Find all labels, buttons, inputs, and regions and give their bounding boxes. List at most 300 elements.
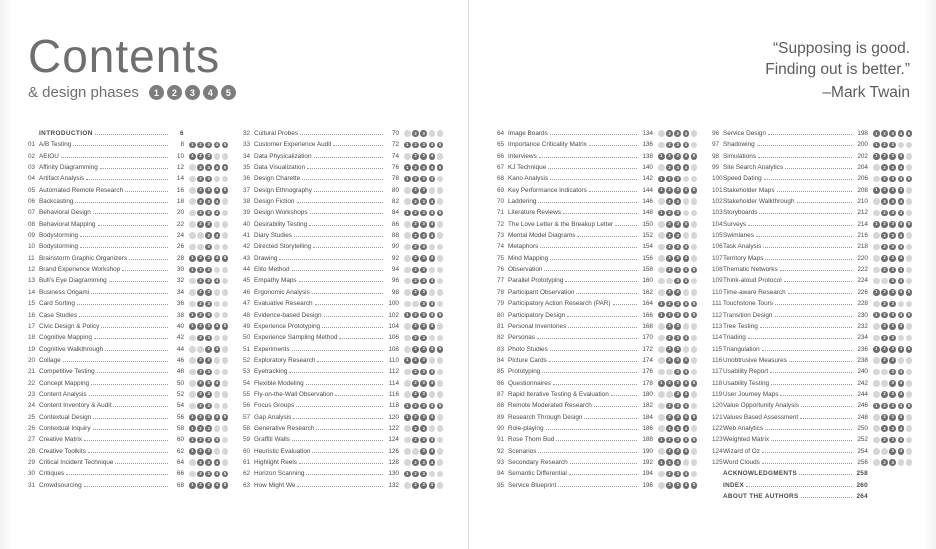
leader-dots xyxy=(558,485,636,487)
toc-entry[interactable] xyxy=(712,378,920,389)
toc-entry[interactable] xyxy=(28,412,236,423)
phase-dot-2: 2 xyxy=(412,425,419,432)
toc-entry[interactable] xyxy=(243,446,451,457)
toc-page-number: 16 xyxy=(176,186,184,194)
phase-dot-5: 5 xyxy=(437,335,444,342)
toc-entry[interactable] xyxy=(497,446,705,457)
toc-entry[interactable] xyxy=(712,219,920,230)
phase-dot-2: 2 xyxy=(881,187,888,194)
phase-dot-5: 5 xyxy=(906,425,913,432)
phase-indicator xyxy=(404,198,451,205)
phase-dot-1: 1 xyxy=(658,403,665,410)
toc-entry-number: 42 xyxy=(243,243,251,251)
toc-entry[interactable] xyxy=(497,173,705,184)
phase-dot-3: 3 xyxy=(205,278,212,285)
toc-page-number: 156 xyxy=(642,254,653,262)
toc-entry[interactable] xyxy=(497,366,705,377)
toc-page-number: 18 xyxy=(176,198,184,206)
toc-entry-label: Swimlanes xyxy=(723,232,754,240)
phase-dot-3: 3 xyxy=(674,176,681,183)
phase-dot-3: 3 xyxy=(420,142,427,149)
phase-indicator xyxy=(873,153,920,160)
toc-entry[interactable] xyxy=(497,468,705,479)
toc-entry[interactable] xyxy=(712,412,920,423)
toc-entry[interactable] xyxy=(497,457,705,468)
toc-entry[interactable] xyxy=(243,400,451,411)
toc-entry-label: Exploratory Research xyxy=(254,356,316,364)
toc-entry[interactable] xyxy=(28,366,236,377)
phase-dot-3: 3 xyxy=(674,130,681,137)
toc-entry[interactable] xyxy=(243,457,451,468)
phase-dot-3: 3 xyxy=(205,391,212,398)
toc-entry-number: 45 xyxy=(243,277,251,285)
toc-entry[interactable] xyxy=(28,332,236,343)
phase-indicator xyxy=(189,312,236,319)
toc-entry[interactable] xyxy=(28,173,236,184)
toc-entry[interactable] xyxy=(712,344,920,355)
toc-entry[interactable] xyxy=(497,355,705,366)
phase-dot-1: 1 xyxy=(189,232,196,239)
toc-entry[interactable] xyxy=(712,400,920,411)
toc-entry[interactable] xyxy=(243,389,451,400)
leader-dots xyxy=(297,485,382,487)
toc-entry[interactable] xyxy=(497,434,705,445)
phase-dot-2: 2 xyxy=(412,459,419,466)
toc-entry[interactable] xyxy=(243,253,451,264)
toc-entry[interactable] xyxy=(28,355,236,366)
toc-entry[interactable] xyxy=(28,298,236,309)
toc-page-number: 82 xyxy=(391,198,399,206)
toc-entry-label: Critical Incident Technique xyxy=(39,458,114,466)
toc-entry-label: Cultural Probes xyxy=(254,130,299,137)
phase-dot-4: 4 xyxy=(429,335,436,342)
toc-entry[interactable] xyxy=(28,253,236,264)
toc-entry[interactable] xyxy=(243,264,451,275)
toc-entry[interactable] xyxy=(28,389,236,400)
phase-dot-4: 4 xyxy=(683,403,690,410)
toc-section-heading[interactable] xyxy=(28,128,236,139)
toc-page-number: 238 xyxy=(857,356,868,364)
toc-entry[interactable] xyxy=(28,434,236,445)
leader-dots xyxy=(309,224,382,226)
toc-entry-label: Value Opportunity Analysis xyxy=(723,402,799,410)
toc-entry[interactable] xyxy=(243,434,451,445)
phase-dot-5: 5 xyxy=(906,164,913,171)
phase-dot-4: 4 xyxy=(214,346,221,353)
toc-entry[interactable] xyxy=(497,389,705,400)
toc-entry[interactable] xyxy=(243,310,451,321)
toc-entry[interactable] xyxy=(243,230,451,241)
phase-dot-2: 2 xyxy=(197,459,204,466)
toc-entry[interactable] xyxy=(712,196,920,207)
toc-entry[interactable] xyxy=(497,139,705,150)
toc-entry[interactable] xyxy=(28,344,236,355)
toc-backmatter-entry[interactable] xyxy=(712,480,920,491)
toc-entry[interactable] xyxy=(243,366,451,377)
toc-entry-label: Fly-on-the-Wall Observation xyxy=(254,390,334,398)
toc-entry[interactable] xyxy=(243,185,451,196)
toc-entry-label: Directed Storytelling xyxy=(254,243,312,251)
phase-indicator xyxy=(404,323,451,330)
phase-dot-2: 2 xyxy=(881,164,888,171)
toc-entry[interactable] xyxy=(28,321,236,332)
toc-entry[interactable] xyxy=(712,389,920,400)
toc-entry[interactable] xyxy=(28,162,236,173)
toc-entry[interactable] xyxy=(497,241,705,252)
toc-entry[interactable] xyxy=(243,151,451,162)
toc-page-number: 62 xyxy=(176,447,184,455)
phase-indicator xyxy=(404,255,451,262)
toc-entry-label: Weighted Matrix xyxy=(723,436,770,444)
toc-entry[interactable] xyxy=(243,344,451,355)
toc-entry[interactable] xyxy=(28,139,236,150)
phase-dot-4: 4 xyxy=(683,198,690,205)
toc-entry[interactable] xyxy=(243,241,451,252)
toc-entry[interactable] xyxy=(712,298,920,309)
phase-indicator xyxy=(658,459,705,466)
toc-entry[interactable] xyxy=(28,185,236,196)
toc-entry[interactable] xyxy=(497,310,705,321)
toc-entry[interactable] xyxy=(497,196,705,207)
leader-dots xyxy=(93,428,168,430)
phase-dot-4: 4 xyxy=(898,176,905,183)
toc-entry[interactable] xyxy=(712,241,920,252)
toc-entry[interactable] xyxy=(712,332,920,343)
phase-indicator xyxy=(404,369,451,376)
toc-entry-number: 69 xyxy=(497,186,505,194)
phase-dot-4: 4 xyxy=(683,380,690,387)
toc-entry[interactable] xyxy=(243,332,451,343)
phase-indicator xyxy=(404,380,451,387)
phase-dot-1: 1 xyxy=(404,278,411,285)
phase-indicator xyxy=(658,278,705,285)
toc-entry[interactable] xyxy=(497,298,705,309)
phase-dot-3: 3 xyxy=(205,244,212,251)
phase-dot-3: 3 xyxy=(420,278,427,285)
toc-entry-label: Kano Analysis xyxy=(508,175,549,183)
phase-dot-5: 5 xyxy=(222,471,229,478)
phase-dot-5: 5 xyxy=(222,425,229,432)
toc-entry[interactable] xyxy=(712,230,920,241)
leader-dots xyxy=(615,224,636,226)
phase-indicator xyxy=(873,278,920,285)
toc-page-number: 180 xyxy=(642,390,653,398)
toc-entry[interactable] xyxy=(243,287,451,298)
toc-entry[interactable] xyxy=(497,423,705,434)
toc-entry[interactable] xyxy=(28,480,236,491)
phase-dot-1: 1 xyxy=(404,459,411,466)
toc-entry[interactable] xyxy=(243,468,451,479)
toc-entry[interactable] xyxy=(497,253,705,264)
leader-dots xyxy=(66,473,167,475)
toc-entry[interactable] xyxy=(28,196,236,207)
toc-entry-number: 90 xyxy=(497,424,505,432)
phase-dot-1: 1 xyxy=(873,221,880,228)
toc-entry-label: Backcasting xyxy=(39,198,74,206)
phase-dot-5: 5 xyxy=(691,323,698,330)
toc-entry[interactable] xyxy=(712,162,920,173)
phase-dot-4: 4 xyxy=(429,255,436,262)
toc-entry[interactable] xyxy=(497,219,705,230)
toc-entry-number: 86 xyxy=(497,379,505,387)
phase-indicator xyxy=(873,232,920,239)
phase-dot-4: 4 xyxy=(214,278,221,285)
toc-entry[interactable] xyxy=(243,412,451,423)
phase-dot-5: 5 xyxy=(906,176,913,183)
leader-dots xyxy=(589,144,637,146)
phase-dot-3: 3 xyxy=(205,380,212,387)
phase-dot-2: 2 xyxy=(881,357,888,364)
phase-dot-3: 3 xyxy=(420,425,427,432)
toc-entry[interactable] xyxy=(28,423,236,434)
phase-indicator xyxy=(658,448,705,455)
toc-entry[interactable] xyxy=(243,355,451,366)
toc-entry[interactable] xyxy=(497,230,705,241)
toc-entry[interactable] xyxy=(712,287,920,298)
toc-entry[interactable] xyxy=(243,128,451,139)
phase-indicator xyxy=(873,176,920,183)
toc-entry[interactable] xyxy=(497,412,705,423)
toc-entry[interactable] xyxy=(497,151,705,162)
phase-dot-2: 2 xyxy=(197,301,204,308)
toc-entry[interactable] xyxy=(497,344,705,355)
toc-entry[interactable] xyxy=(712,321,920,332)
phase-indicator xyxy=(189,221,236,228)
toc-entry[interactable] xyxy=(497,162,705,173)
toc-entry[interactable] xyxy=(243,207,451,218)
toc-page-number: 244 xyxy=(857,390,868,398)
phase-dot-3: 3 xyxy=(674,221,681,228)
phase-dot-5: 5 xyxy=(222,221,229,228)
toc-page-number: 86 xyxy=(391,220,399,228)
phase-dot-1: 1 xyxy=(404,369,411,376)
toc-entry[interactable] xyxy=(28,457,236,468)
phase-dot-1: 1 xyxy=(873,153,880,160)
toc-page-number: 222 xyxy=(857,266,868,274)
toc-entry[interactable] xyxy=(28,241,236,252)
toc-entry-label: Graffiti Walls xyxy=(254,436,290,444)
phase-dot-4: 4 xyxy=(214,414,221,421)
toc-entry[interactable] xyxy=(497,480,705,491)
phase-dot-2: 2 xyxy=(881,176,888,183)
toc-entry[interactable] xyxy=(712,423,920,434)
toc-page-number: 128 xyxy=(388,458,399,466)
toc-entry[interactable] xyxy=(28,151,236,162)
leader-dots xyxy=(538,451,636,453)
phase-dot-4: 4 xyxy=(898,369,905,376)
toc-entry[interactable] xyxy=(28,275,236,286)
phase-dot-4: 4 xyxy=(429,414,436,421)
phase-dot-1: 1 xyxy=(404,176,411,183)
phase-dot-2: 2 xyxy=(412,448,419,455)
phase-dot-2: 2 xyxy=(412,323,419,330)
toc-page-number: 44 xyxy=(176,345,184,353)
phase-dot-1: 1 xyxy=(873,312,880,319)
toc-entry[interactable] xyxy=(712,139,920,150)
toc-entry[interactable] xyxy=(28,378,236,389)
toc-entry-number: 121 xyxy=(712,413,723,421)
toc-entry[interactable] xyxy=(28,287,236,298)
phase-dot-3: 3 xyxy=(889,414,896,421)
phase-dot-4: 4 xyxy=(429,267,436,274)
toc-entry[interactable] xyxy=(712,446,920,457)
phase-indicator xyxy=(404,267,451,274)
toc-entry[interactable] xyxy=(243,162,451,173)
toc-entry[interactable] xyxy=(28,446,236,457)
phase-dot-2: 2 xyxy=(881,232,888,239)
toc-backmatter-entry[interactable] xyxy=(712,491,920,502)
phase-dot-3: 3 xyxy=(205,471,212,478)
toc-entry[interactable] xyxy=(243,219,451,230)
toc-entry[interactable] xyxy=(243,196,451,207)
toc-entry[interactable] xyxy=(243,275,451,286)
phase-dot-2: 2 xyxy=(881,335,888,342)
toc-entry[interactable] xyxy=(712,275,920,286)
toc-entry[interactable] xyxy=(28,230,236,241)
toc-entry[interactable] xyxy=(497,264,705,275)
toc-page-number: 74 xyxy=(391,152,399,160)
toc-entry[interactable] xyxy=(712,185,920,196)
toc-entry[interactable] xyxy=(712,151,920,162)
toc-entry-number: 13 xyxy=(28,277,36,285)
phase-dot-2: 2 xyxy=(412,437,419,444)
toc-entry[interactable] xyxy=(497,185,705,196)
toc-entry[interactable] xyxy=(28,468,236,479)
leader-dots xyxy=(539,156,637,158)
phase-dot-1: 1 xyxy=(404,482,411,489)
toc-page-number: 22 xyxy=(176,220,184,228)
phase-indicator xyxy=(873,425,920,432)
toc-entry[interactable] xyxy=(243,423,451,434)
toc-entry-label: Competitive Testing xyxy=(39,368,95,376)
toc-page-number: 260 xyxy=(856,481,868,489)
toc-entry-label: Storyboards xyxy=(723,209,758,217)
phase-dot-3: 3 xyxy=(205,482,212,489)
toc-entry[interactable] xyxy=(243,321,451,332)
phase-dot-4: 4 xyxy=(683,482,690,489)
toc-entry-label: AEIOU xyxy=(39,152,59,160)
phase-dot-1: 1 xyxy=(658,425,665,432)
toc-page-number: 162 xyxy=(642,288,653,296)
toc-entry[interactable] xyxy=(28,400,236,411)
phase-dot-4: 4 xyxy=(683,414,690,421)
toc-entry[interactable] xyxy=(497,128,705,139)
toc-entry[interactable] xyxy=(712,355,920,366)
phase-dot-2: 2 xyxy=(412,278,419,285)
phase-dot-2: 2 xyxy=(412,335,419,342)
toc-entry[interactable] xyxy=(712,366,920,377)
phase-dot-2: 2 xyxy=(412,289,419,296)
phase-dot-1: 1 xyxy=(658,130,665,137)
phase-dot-4: 4 xyxy=(683,210,690,217)
toc-entry[interactable] xyxy=(28,219,236,230)
toc-entry-number: 65 xyxy=(497,141,505,149)
toc-entry[interactable] xyxy=(28,207,236,218)
toc-entry[interactable] xyxy=(497,400,705,411)
phase-dot-3: 3 xyxy=(420,323,427,330)
toc-entry[interactable] xyxy=(712,434,920,445)
leader-dots xyxy=(129,258,167,260)
leader-dots xyxy=(762,451,852,453)
toc-entry-label: Values Based Assessment xyxy=(723,413,799,421)
toc-entry-label: Design Workshops xyxy=(254,209,308,217)
phase-dot-2: 2 xyxy=(412,357,419,364)
toc-entry[interactable] xyxy=(497,332,705,343)
leader-dots xyxy=(540,246,636,248)
toc-entry[interactable] xyxy=(243,298,451,309)
toc-entry-number: 109 xyxy=(712,277,723,285)
toc-entry[interactable] xyxy=(497,207,705,218)
phase-dot-4: 4 xyxy=(683,142,690,149)
toc-entry[interactable] xyxy=(712,310,920,321)
toc-entry[interactable] xyxy=(243,173,451,184)
toc-entry-number: 83 xyxy=(497,345,505,353)
toc-entry[interactable] xyxy=(243,378,451,389)
phase-dot-2: 2 xyxy=(666,187,673,194)
phase-indicator xyxy=(658,437,705,444)
phase-dot-5: 5 xyxy=(906,312,913,319)
phase-dot-3: 3 xyxy=(205,153,212,160)
toc-entry[interactable] xyxy=(497,287,705,298)
phase-dot-4: 4 xyxy=(429,312,436,319)
phase-dot-2: 2 xyxy=(881,142,888,149)
phase-dot-4: 4 xyxy=(214,176,221,183)
toc-entry[interactable] xyxy=(712,128,920,139)
toc-entry[interactable] xyxy=(28,310,236,321)
leader-dots xyxy=(780,394,851,396)
toc-entry[interactable] xyxy=(712,173,920,184)
toc-entry-number: 101 xyxy=(712,186,723,194)
toc-entry[interactable] xyxy=(712,457,920,468)
toc-entry[interactable] xyxy=(497,378,705,389)
phase-dot-3: 3 xyxy=(420,187,427,194)
toc-entry[interactable] xyxy=(243,139,451,150)
toc-entry[interactable] xyxy=(712,253,920,264)
leader-dots xyxy=(550,178,636,180)
phase-dot-4: 4 xyxy=(429,176,436,183)
toc-entry-number: 07 xyxy=(28,209,36,217)
toc-entry[interactable] xyxy=(712,207,920,218)
phase-indicator xyxy=(189,198,236,205)
toc-entry-label: Interviews xyxy=(508,152,537,160)
toc-entry-label: Behavioral Design xyxy=(39,209,91,217)
toc-entry[interactable] xyxy=(497,321,705,332)
phase-dot-2: 2 xyxy=(197,267,204,274)
toc-backmatter-entry[interactable] xyxy=(712,468,920,479)
toc-entry-label: Contextual Design xyxy=(39,413,92,421)
phase-dot-4: 4 xyxy=(214,482,221,489)
toc-entry-number: 56 xyxy=(243,402,251,410)
phase-indicator xyxy=(404,312,451,319)
phase-dot-2: 2 xyxy=(197,164,204,171)
toc-entry-number: 62 xyxy=(243,470,251,478)
phase-dot-5: 5 xyxy=(222,210,229,217)
title-block xyxy=(28,30,236,101)
phase-dot-2: 2 xyxy=(666,414,673,421)
toc-entry[interactable] xyxy=(712,264,920,275)
phase-dot-1: 1 xyxy=(189,198,196,205)
toc-entry[interactable] xyxy=(497,275,705,286)
phase-dot-3: 3 xyxy=(420,267,427,274)
phase-dot-4: 4 xyxy=(683,289,690,296)
phase-dot-2: 2 xyxy=(412,198,419,205)
toc-entry[interactable] xyxy=(243,480,451,491)
phase-indicator xyxy=(658,301,705,308)
toc-entry[interactable] xyxy=(28,264,236,275)
phase-dot-4: 4 xyxy=(898,267,905,274)
leader-dots xyxy=(297,201,383,203)
toc-entry-number: 15 xyxy=(28,300,36,308)
